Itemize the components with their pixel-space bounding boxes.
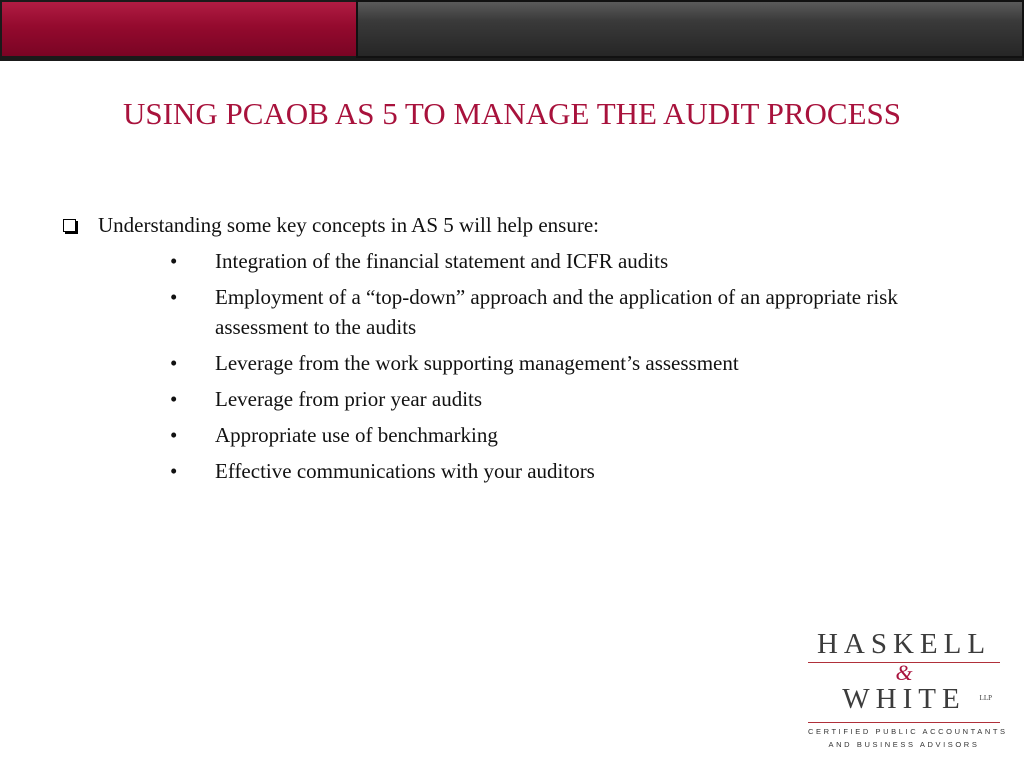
bullet-glyph: •: [170, 285, 178, 309]
bullet-glyph: •: [170, 423, 178, 447]
checkbox-icon: [63, 219, 76, 232]
logo-line-white-row: [808, 683, 1000, 720]
lead-text: Understanding some key concepts in AS 5 will help ensure:: [98, 213, 599, 237]
logo-tagline-1: CERTIFIED PUBLIC ACCOUNTANTS: [808, 727, 1008, 736]
logo-rule-bottom: [808, 722, 1000, 723]
slide-content: [60, 210, 960, 492]
bullet-item: [60, 246, 915, 276]
bullet-list: [60, 246, 960, 486]
bullet-glyph: •: [170, 351, 178, 375]
bullet-item: [60, 348, 915, 378]
header-bar-dark-segment: [356, 0, 1024, 58]
bullet-item: [60, 282, 915, 342]
logo-tagline-2: AND BUSINESS ADVISORS: [828, 740, 980, 749]
bullet-text: Appropriate use of benchmarking: [215, 423, 498, 447]
bullet-item: [60, 456, 915, 486]
bullet-text: Effective communications with your auditors: [215, 459, 595, 483]
slide-title: USING PCAOB AS 5 TO MANAGE THE AUDIT PROCESS: [122, 96, 901, 131]
bullet-glyph: •: [170, 459, 178, 483]
logo-line-white: WHITE: [842, 683, 966, 715]
company-logo: [808, 628, 1008, 749]
bullet-text: Employment of a “top-down” approach and the application of an appropriate risk assessment to the audits: [215, 285, 898, 339]
bullet-glyph: •: [170, 387, 178, 411]
lead-item: [60, 210, 960, 240]
bullet-item: [60, 384, 915, 414]
logo-llp: LLP: [979, 694, 992, 702]
logo-ampersand: &: [895, 660, 913, 685]
logo-line-haskell: HASKELL: [816, 628, 992, 660]
bullet-text: Leverage from the work supporting management’s assessment: [215, 351, 739, 375]
bullet-glyph: •: [170, 249, 178, 273]
bullet-text: Integration of the financial statement and ICFR audits: [215, 249, 669, 273]
header-bar: [0, 0, 1024, 62]
bullet-item: [60, 420, 915, 450]
header-bar-divider: [0, 58, 1024, 61]
bullet-text: Leverage from prior year audits: [215, 387, 483, 411]
header-bar-red-segment: [0, 0, 356, 58]
